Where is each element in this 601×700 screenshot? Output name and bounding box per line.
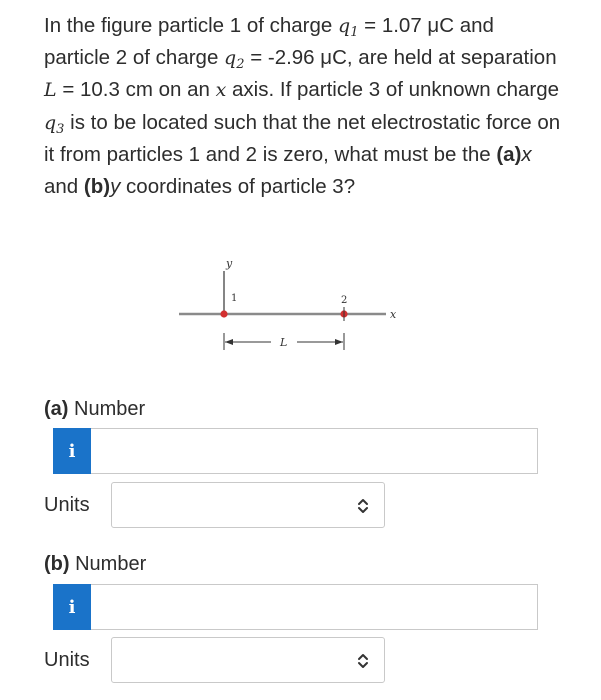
charge-symbol: q [338, 15, 351, 37]
part-b-heading-marker: (b) [44, 553, 70, 575]
chevron-up-down-icon [356, 651, 370, 671]
dimension-arrow-left [225, 339, 233, 345]
part-a-number-input[interactable] [91, 428, 538, 474]
question-segment: = -2.96 μC, are held at separation [244, 46, 557, 70]
part-a-number-row [53, 428, 538, 474]
question-segment: = 1.07 μC and particle 2 of charge [44, 14, 494, 70]
part-b-number-input[interactable] [91, 584, 538, 630]
particle-2-label: 2 [341, 295, 348, 306]
part-a-units-label: Units [44, 494, 90, 516]
question-segment: = 10.3 cm on an [56, 78, 216, 102]
info-icon[interactable]: i [53, 428, 91, 474]
question-segment: coordinates of particle 3? [120, 175, 356, 199]
part-b-marker: (b) [83, 175, 111, 199]
x-axis-label: x [390, 308, 397, 321]
particle-1-dot [220, 310, 227, 317]
part-a-heading-label: Number [68, 398, 146, 420]
part-a-units-select[interactable] [111, 482, 385, 528]
part-b-heading [44, 553, 146, 576]
question-segment: In the figure particle 1 of charge [44, 14, 339, 37]
question-text [44, 10, 564, 203]
charge-subscript: 2 [236, 57, 245, 73]
separation-label: L [280, 336, 288, 349]
part-b-units-select[interactable] [111, 637, 385, 683]
dimension-arrow-right [335, 339, 343, 345]
charge-symbol: q [44, 111, 57, 134]
separation-symbol: L [44, 79, 57, 102]
coordinate-y: y [110, 175, 121, 199]
charge-diagram-svg [175, 255, 415, 365]
question-segment: is to be located such that the net electrostatic force on it from particles 1 and 2 is zero, what must be the [44, 110, 561, 166]
info-icon[interactable]: i [53, 584, 91, 630]
question-segment: axis. If particle 3 of unknown charge [226, 78, 560, 102]
part-a-marker: (a) [496, 142, 522, 166]
y-axis-label: y [226, 257, 233, 270]
part-b-heading-label: Number [69, 553, 147, 575]
chevron-up-down-icon [356, 496, 370, 516]
particle-1-label: 1 [231, 293, 238, 304]
part-b-number-row [53, 584, 538, 630]
part-a-heading-marker: (a) [44, 398, 69, 420]
part-b-units-label: Units [44, 649, 90, 671]
question-segment: and [44, 175, 84, 199]
charge-subscript: 3 [56, 121, 65, 137]
charge-diagram [175, 255, 415, 365]
charge-symbol: q [224, 47, 237, 70]
coordinate-x: x [521, 142, 532, 166]
axis-symbol: x [215, 79, 227, 102]
part-a-heading [44, 398, 145, 421]
charge-subscript: 1 [350, 25, 359, 40]
